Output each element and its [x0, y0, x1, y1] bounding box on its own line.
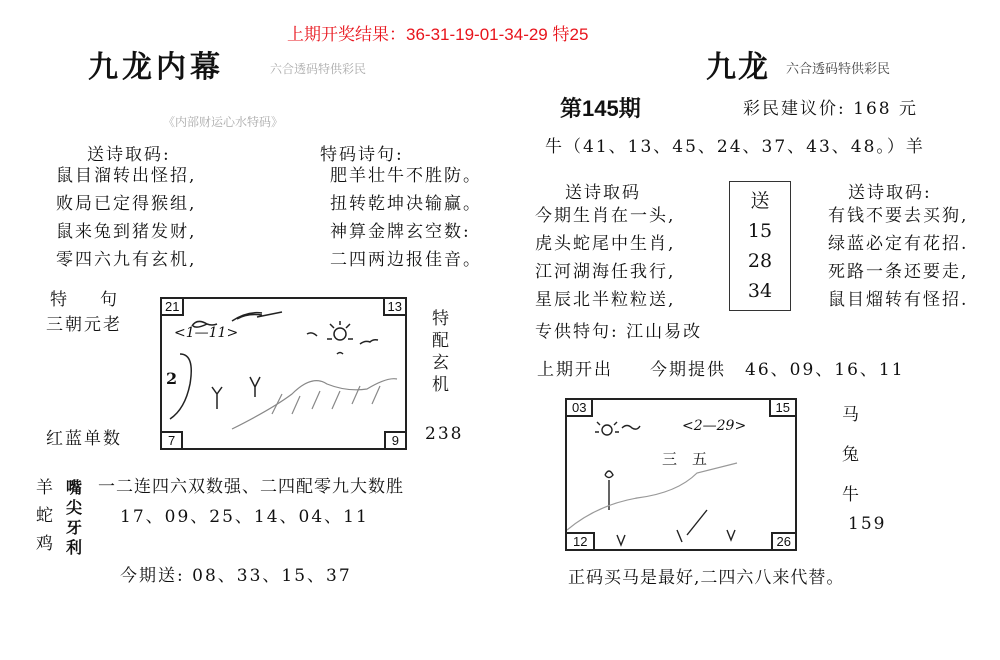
zodiac-char: 蛇: [36, 506, 55, 526]
poem-line: 死路一条还要走,: [828, 262, 969, 282]
corner-number: 21: [162, 299, 184, 316]
send-number: 28: [747, 250, 773, 272]
send-number: 34: [747, 280, 773, 302]
left-poem-a-heading: 送诗取码:: [87, 145, 171, 165]
right-side-vertical: [842, 395, 861, 515]
numbers-line: 17、09、25、14、04、11: [120, 507, 369, 527]
left-side-vertical: [432, 308, 451, 396]
right-title: 九龙: [706, 50, 770, 85]
hint-line: 一二连四六双数强、二四配零九大数胜: [98, 477, 404, 497]
poem-line: 今期生肖在一头,: [535, 206, 676, 226]
price: 彩民建议价: 168 元: [743, 99, 918, 119]
color-label: 红蓝单数: [46, 429, 122, 449]
left-sketch-drawing: [162, 299, 405, 448]
side-char: 机: [432, 375, 451, 395]
poem-line: 鼠目熘转有怪招.: [828, 290, 969, 310]
side-char: 配: [432, 331, 451, 351]
sketch-range: <1—11>: [174, 325, 239, 341]
side-char: 牛: [842, 485, 861, 505]
desc-char: 牙: [66, 518, 83, 537]
right-sketch-drawing: [567, 400, 795, 549]
left-banner: 《内部财运心水特码》: [163, 115, 284, 129]
right-side-number: 159: [848, 514, 887, 534]
left-poem-b-heading: 特码诗句:: [320, 145, 404, 165]
sketch-number: 2: [166, 369, 178, 388]
poem-line: 零四六九有玄机,: [56, 250, 197, 270]
special-text: 三朝元老: [46, 315, 122, 335]
poem-line: 绿蓝必定有花招.: [828, 234, 969, 254]
issue-number: 第145期: [560, 96, 641, 121]
side-char: 玄: [432, 353, 451, 373]
last-result-banner: 上期开奖结果：36-31-19-01-34-29 特25: [287, 25, 589, 44]
corner-number: 03: [567, 400, 593, 417]
left-side-number: 238: [425, 424, 464, 444]
poem-line: 星辰北半粒粒送,: [535, 290, 676, 310]
poem-line: 扭转乾坤决输赢。: [330, 194, 482, 214]
desc-char: 尖: [66, 498, 83, 517]
corner-number: 12: [567, 532, 595, 549]
right-poem-b-heading: 送诗取码:: [848, 183, 932, 203]
left-sketch-box: [160, 297, 407, 450]
poem-line: 二四两边报佳音。: [330, 250, 482, 270]
poem-line: 虎头蛇尾中生肖,: [535, 234, 676, 254]
footer-line: 正码买马是最好,二四六八来代替。: [568, 568, 845, 588]
last-label: 上期开出: [537, 360, 613, 380]
left-subtitle: 六合透码特供彩民: [270, 62, 367, 76]
main-line: 牛（41、13、45、24、37、43、48。）羊: [545, 137, 925, 157]
left-poem-b: [330, 162, 482, 274]
left-poem-a: [56, 162, 196, 274]
poem-line: 鼠目溜转出怪招,: [56, 166, 197, 186]
poem-line: 神算金牌玄空数:: [330, 222, 471, 242]
poem-line: 败局已定得猴组,: [56, 194, 197, 214]
poem-line: 江河湖海任我行,: [535, 262, 676, 282]
right-subtitle: 六合透码特供彩民: [786, 62, 891, 77]
right-poem-b: [828, 202, 968, 314]
zodiac-char: 鸡: [36, 534, 55, 554]
poem-line: 有钱不要去买狗,: [828, 206, 969, 226]
corner-number: 9: [384, 431, 405, 448]
zodiac-list: [36, 474, 55, 558]
corner-number: 26: [771, 532, 795, 549]
special-label: 特 句: [50, 290, 125, 310]
corner-number: 15: [769, 400, 795, 417]
send-number: 15: [747, 220, 773, 242]
left-title: 九龙内幕: [88, 50, 224, 85]
corner-number: 13: [383, 299, 405, 316]
sketch-chars: 三 五: [662, 450, 708, 468]
send-label: 送: [750, 190, 770, 212]
side-char: 特: [432, 309, 451, 329]
corner-number: 7: [162, 431, 183, 448]
right-poem-a: [535, 202, 675, 314]
right-poem-a-heading: 送诗取码: [565, 183, 641, 203]
send-box: [729, 181, 791, 311]
sketch-range: <2—29>: [682, 418, 747, 434]
send-line: 今期送: 08、33、15、37: [120, 566, 352, 586]
right-sketch-box: [565, 398, 797, 551]
provide-line: 今期提供 46、09、16、11: [650, 360, 905, 380]
desc-char: 嘴: [66, 478, 83, 497]
poem-line: 鼠来兔到猪发财,: [56, 222, 197, 242]
side-char: 兔: [842, 445, 861, 465]
zodiac-desc: [66, 478, 82, 558]
side-char: 马: [842, 405, 861, 425]
poem-line: 肥羊壮牛不胜防。: [330, 166, 482, 186]
special-line: 专供特句: 江山易改: [535, 322, 703, 342]
desc-char: 利: [66, 538, 83, 557]
zodiac-char: 羊: [36, 478, 55, 498]
